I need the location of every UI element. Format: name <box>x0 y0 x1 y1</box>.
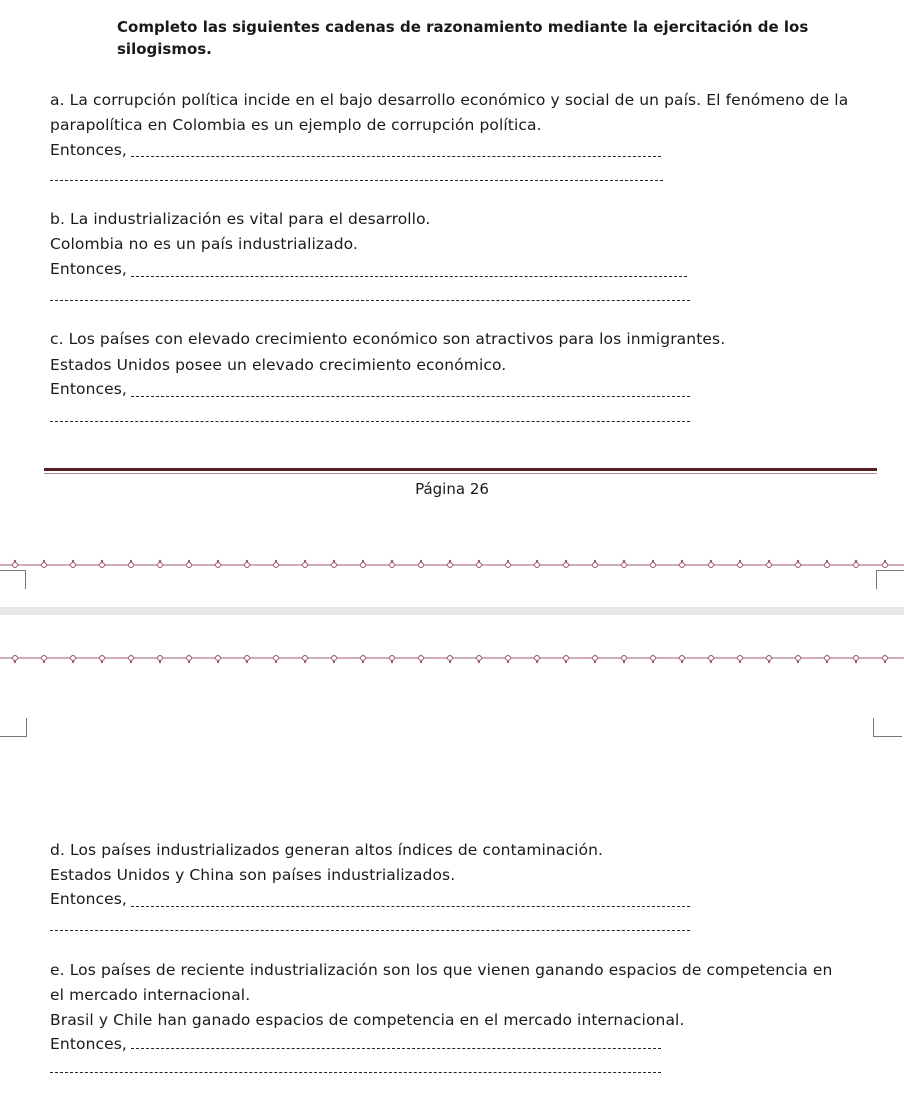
item-b-premise-2: Colombia no es un país industrializado. <box>50 235 359 253</box>
crop-mark-left-top <box>0 718 27 737</box>
page-separator <box>0 607 904 615</box>
item-b-answer-blank-2[interactable] <box>50 300 690 301</box>
ornament-border-bottom <box>0 558 904 572</box>
item-e-premise-1: e. Los países de reciente industrialización son los que vienen ganando espacios de competencia en <box>50 961 833 979</box>
item-d-premise-2: Estados Unidos y China son países industrializados. <box>50 866 456 884</box>
item-e-premise-2: el mercado internacional. <box>50 986 251 1004</box>
item-c-conclusion-label: Entonces, <box>50 380 127 398</box>
instructions-line-2: silogismos. <box>117 40 212 58</box>
item-e-conclusion-label: Entonces, <box>50 1035 127 1053</box>
item-c-premise-1: c. Los países con elevado crecimiento económico son atractivos para los inmigrantes. <box>50 330 726 348</box>
item-e-answer-blank-1[interactable] <box>131 1048 661 1049</box>
item-a-premise-1: a. La corrupción política incide en el bajo desarrollo económico y social de un país. El fenómeno de la <box>50 91 849 109</box>
page-number: Página 26 <box>415 480 489 498</box>
item-d-answer-blank-1[interactable] <box>131 906 690 907</box>
crop-mark-left <box>0 570 26 589</box>
instructions-line-1: Completo las siguientes cadenas de razonamiento mediante la ejercitación de los <box>117 18 809 36</box>
item-d-premise-1: d. Los países industrializados generan altos índices de contaminación. <box>50 841 604 859</box>
item-a-answer-blank-2[interactable] <box>50 180 663 181</box>
item-b-conclusion-label: Entonces, <box>50 260 127 278</box>
item-d-conclusion-label: Entonces, <box>50 890 127 908</box>
item-b-answer-blank-1[interactable] <box>131 276 687 277</box>
crop-mark-right <box>876 570 904 589</box>
item-b-premise-1: b. La industrialización es vital para el desarrollo. <box>50 210 431 228</box>
item-a-premise-2: parapolítica en Colombia es un ejemplo de corrupción política. <box>50 116 542 134</box>
footer-rule <box>44 468 877 471</box>
item-e-premise-3: Brasil y Chile han ganado espacios de competencia en el mercado internacional. <box>50 1011 685 1029</box>
item-a-conclusion-label: Entonces, <box>50 141 127 159</box>
crop-mark-right-top <box>873 718 902 737</box>
item-a-answer-blank-1[interactable] <box>131 156 661 157</box>
item-c-answer-blank-1[interactable] <box>131 396 690 397</box>
item-c-answer-blank-2[interactable] <box>50 421 690 422</box>
ornament-border-top <box>0 651 904 665</box>
item-c-premise-2: Estados Unidos posee un elevado crecimiento económico. <box>50 356 507 374</box>
item-d-answer-blank-2[interactable] <box>50 930 690 931</box>
item-e-answer-blank-2[interactable] <box>50 1072 661 1073</box>
